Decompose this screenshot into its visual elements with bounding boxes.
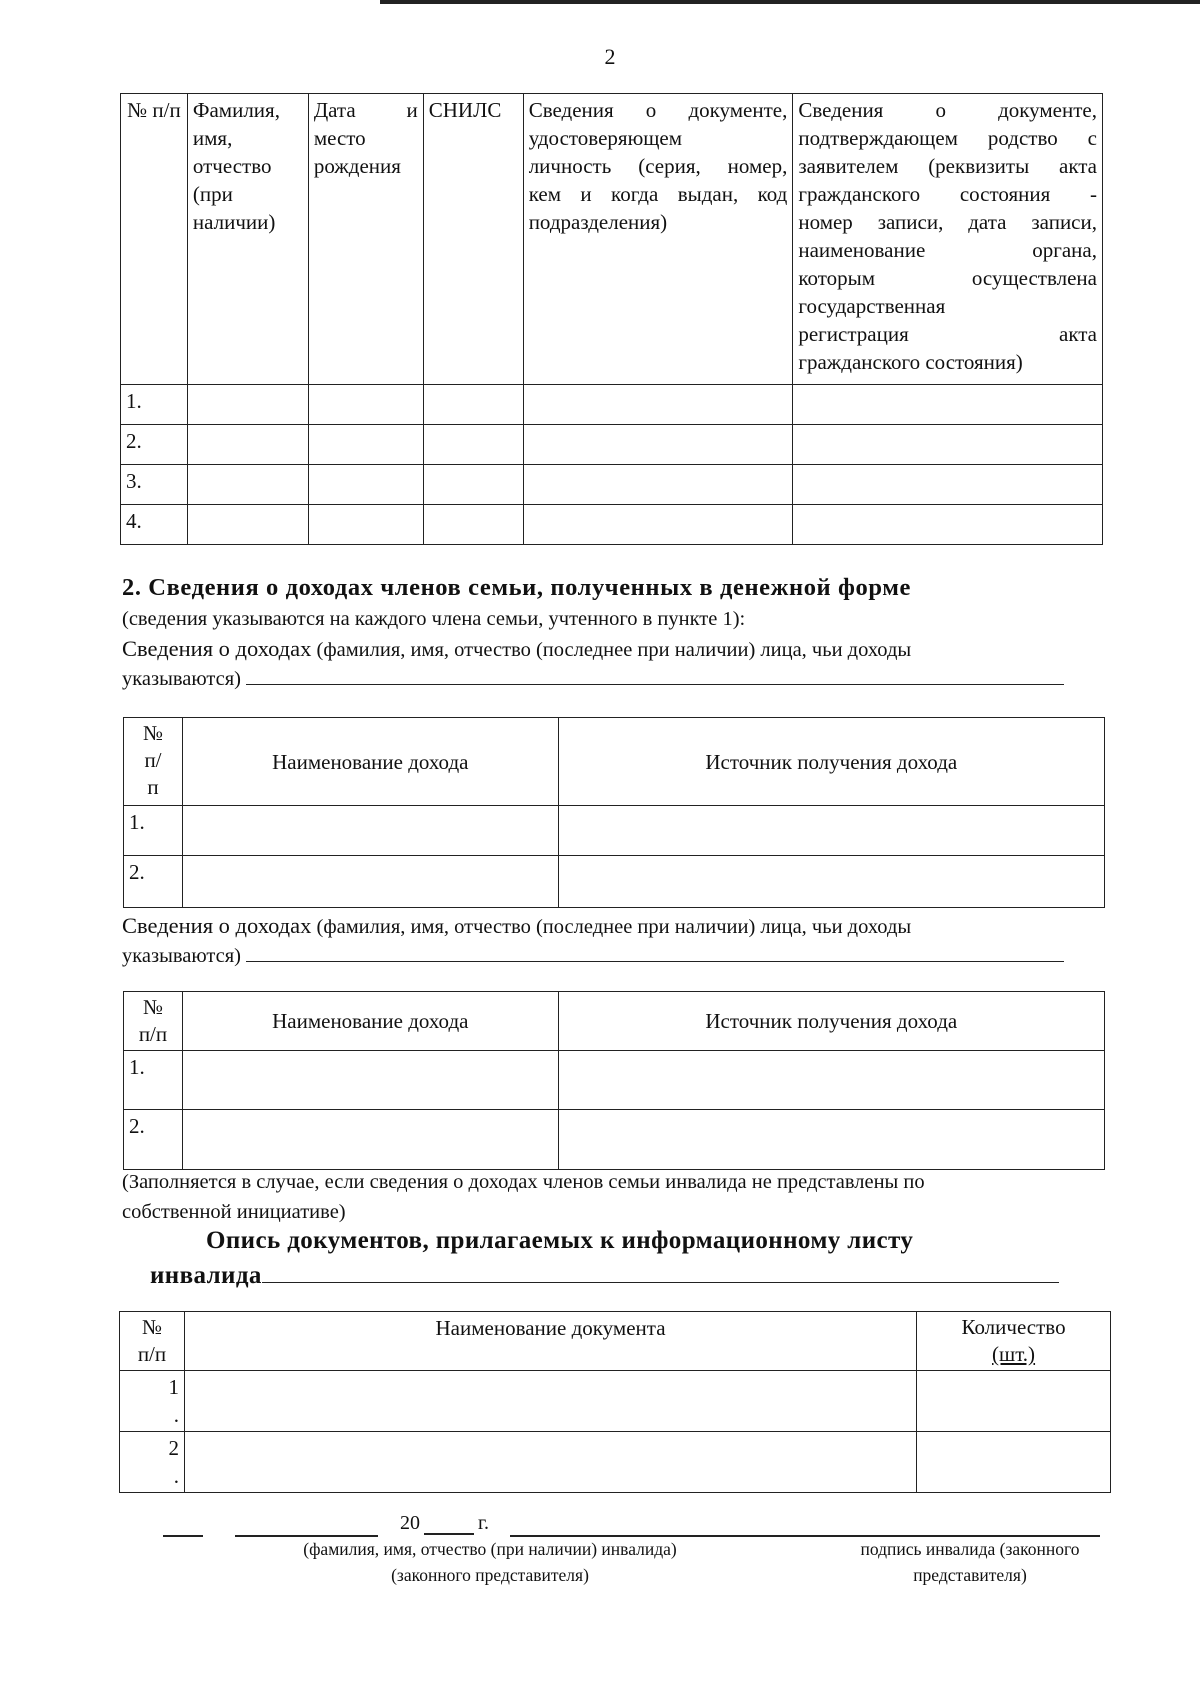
header-num-line: п (147, 775, 159, 799)
table-header-row (120, 1312, 1111, 1371)
cell-empty[interactable] (308, 505, 423, 545)
row-number (120, 1371, 185, 1432)
table-row (124, 1051, 1105, 1110)
header-num-line: № (141, 1315, 162, 1339)
header-id-line: Сведения о документе, (528, 98, 788, 122)
table-header-row (121, 94, 1103, 385)
header-num-line: № (142, 995, 163, 1019)
section-2-subtitle: (сведения указываются на каждого члена семьи, учтенного в пункте 1): (122, 608, 746, 630)
cell-empty[interactable] (793, 425, 1103, 465)
header-id-line: личность (серия, номер, (528, 154, 788, 178)
disabled-person-name-field[interactable] (262, 1260, 1059, 1283)
row-number: 1. (124, 806, 183, 856)
header-num-line: п/ (144, 748, 162, 772)
header-kin-line: наименование органа, (798, 238, 1097, 262)
header-kin-line: заявителем (реквизиты акта (798, 154, 1097, 178)
header-document-name: Наименование документа (184, 1312, 916, 1371)
page-number: 2 (604, 44, 616, 69)
person-name-field[interactable] (246, 664, 1064, 685)
table-row (121, 465, 1103, 505)
income-table-1 (123, 717, 1105, 908)
cell-empty[interactable] (423, 465, 523, 505)
header-qty-line: Количество (961, 1315, 1066, 1339)
row-number-digit: 1 (168, 1375, 179, 1399)
documents-inventory-table (119, 1311, 1111, 1493)
header-name-line: наличии) (192, 210, 276, 234)
header-kin-line: номер записи, дата записи, (798, 210, 1097, 234)
income-label-tail: указываются) (122, 668, 241, 690)
cell-empty[interactable] (182, 1051, 558, 1110)
row-number: 2. (124, 1110, 183, 1170)
header-name-line: отчество (192, 154, 272, 178)
cell-empty[interactable] (558, 856, 1104, 908)
year-prefix: 20 (400, 1512, 420, 1534)
cell-empty[interactable] (558, 806, 1104, 856)
header-name (187, 94, 308, 385)
cell-empty[interactable] (423, 425, 523, 465)
cell-empty[interactable] (187, 505, 308, 545)
income-table-2 (123, 991, 1105, 1170)
header-num (120, 1312, 185, 1371)
income-label-1-line2 (122, 664, 1064, 694)
header-name-line: (при (192, 182, 233, 206)
table-row (120, 1432, 1111, 1493)
header-kin-line: гражданского состояния) (798, 350, 1023, 374)
row-number: 1. (121, 385, 188, 425)
table-header-row (124, 992, 1105, 1051)
table-row (121, 385, 1103, 425)
caption-signature (830, 1536, 1110, 1588)
family-members-table (120, 93, 1103, 545)
header-id-line: удостоверяющем (528, 126, 683, 150)
year-suffix: г. (478, 1512, 489, 1534)
cell-empty[interactable] (423, 505, 523, 545)
cell-empty[interactable] (523, 505, 793, 545)
table-row (120, 1371, 1111, 1432)
cell-empty[interactable] (182, 1110, 558, 1170)
header-num-line: № (142, 721, 163, 745)
cell-empty[interactable] (182, 856, 558, 908)
row-number: 1. (124, 1051, 183, 1110)
income-label-2 (122, 911, 1102, 942)
header-num: № п/п (121, 94, 188, 385)
header-num (124, 992, 183, 1051)
cell-empty[interactable] (187, 385, 308, 425)
income-label-2-line2 (122, 941, 1064, 971)
cell-empty[interactable] (523, 465, 793, 505)
header-id-line: подразделения) (528, 210, 668, 234)
inventory-title-disabled: инвалида (150, 1262, 262, 1289)
year-field[interactable] (424, 1533, 474, 1535)
cell-empty[interactable] (187, 465, 308, 505)
table-row (121, 505, 1103, 545)
header-quantity (917, 1312, 1111, 1371)
header-birth (308, 94, 423, 385)
inventory-title: Опись документов, прилагаемых к информационному листу (206, 1227, 914, 1254)
row-number: 2. (124, 856, 183, 908)
cell-empty[interactable] (917, 1371, 1111, 1432)
income-label-rest: (фамилия, имя, отчество (последнее при наличии) лица, чьи доходы (311, 639, 912, 661)
header-income-name: Наименование дохода (182, 718, 558, 806)
cell-empty[interactable] (308, 465, 423, 505)
row-number-dot: . (173, 1464, 179, 1488)
cell-empty[interactable] (793, 465, 1103, 505)
header-birth-line: место (313, 126, 366, 150)
row-number: 2. (121, 425, 188, 465)
income-label-tail: указываются) (122, 945, 241, 967)
caption-name-line: (законного представителя) (391, 1565, 589, 1585)
header-snils: СНИЛС (423, 94, 523, 385)
row-number: 3. (121, 465, 188, 505)
header-name-line: имя, (192, 126, 233, 150)
header-kin-line: гражданского состояния - (798, 182, 1097, 206)
section-2-title: 2. Сведения о доходах членов семьи, полученных в денежной форме (122, 574, 912, 601)
caption-name (260, 1536, 720, 1588)
row-number-digit: 2 (168, 1436, 179, 1460)
income-label-rest: (фамилия, имя, отчество (последнее при наличии) лица, чьи доходы (311, 916, 912, 938)
row-number: 4. (121, 505, 188, 545)
cell-empty[interactable] (558, 1110, 1104, 1170)
header-kin-line: Сведения о документе, (798, 98, 1097, 122)
cell-empty[interactable] (917, 1432, 1111, 1493)
cell-empty[interactable] (793, 505, 1103, 545)
header-income-name: Наименование дохода (182, 992, 558, 1051)
cell-empty[interactable] (308, 425, 423, 465)
row-number-dot: . (173, 1403, 179, 1427)
table-row (121, 425, 1103, 465)
header-qty-line: (шт.) (992, 1342, 1036, 1366)
header-income-source: Источник получения дохода (558, 718, 1104, 806)
note-line-2: собственной инициативе) (122, 1201, 346, 1223)
note-line-1: (Заполняется в случае, если сведения о доходах членов семьи инвалида не представлены по (122, 1171, 925, 1193)
header-kin-line: подтверждающем родство с (798, 126, 1097, 150)
header-num-line: п/п (138, 1022, 168, 1046)
header-kin-line: регистрация акта (798, 322, 1097, 346)
table-row (124, 806, 1105, 856)
income-label-big: Сведения о доходах (122, 913, 312, 938)
person-name-field[interactable] (246, 941, 1064, 962)
page-top-border (380, 0, 1200, 4)
header-name-line: Фамилия, (192, 98, 280, 122)
cell-empty[interactable] (523, 425, 793, 465)
header-kin-line: государственная (798, 294, 946, 318)
caption-signature-line: представителя) (913, 1565, 1027, 1585)
table-row (124, 856, 1105, 908)
cell-empty[interactable] (182, 806, 558, 856)
day-field[interactable] (163, 1535, 203, 1537)
cell-empty[interactable] (558, 1051, 1104, 1110)
cell-empty[interactable] (523, 385, 793, 425)
table-header-row (124, 718, 1105, 806)
row-number (120, 1432, 185, 1493)
header-num (124, 718, 183, 806)
header-income-source: Источник получения дохода (558, 992, 1104, 1051)
cell-empty[interactable] (184, 1371, 916, 1432)
inventory-title-line2 (150, 1260, 1059, 1290)
income-label-big: Сведения о доходах (122, 636, 312, 661)
cell-empty[interactable] (184, 1432, 916, 1493)
cell-empty[interactable] (187, 425, 308, 465)
table-row (124, 1110, 1105, 1170)
header-id-line: кем и когда выдан, код (528, 182, 788, 206)
header-num-line: п/п (137, 1342, 167, 1366)
header-birth-line: рождения (313, 154, 401, 178)
caption-signature-line: подпись инвалида (законного (860, 1539, 1080, 1559)
cell-empty[interactable] (793, 385, 1103, 425)
header-id-document (523, 94, 793, 385)
income-label-1 (122, 634, 1102, 665)
header-kin-line: которым осуществлена (798, 266, 1097, 290)
caption-name-line: (фамилия, имя, отчество (при наличии) инвалида) (303, 1539, 677, 1559)
header-birth-line: Дата и (313, 98, 418, 122)
cell-empty[interactable] (423, 385, 523, 425)
cell-empty[interactable] (308, 385, 423, 425)
header-kinship-document (793, 94, 1103, 385)
